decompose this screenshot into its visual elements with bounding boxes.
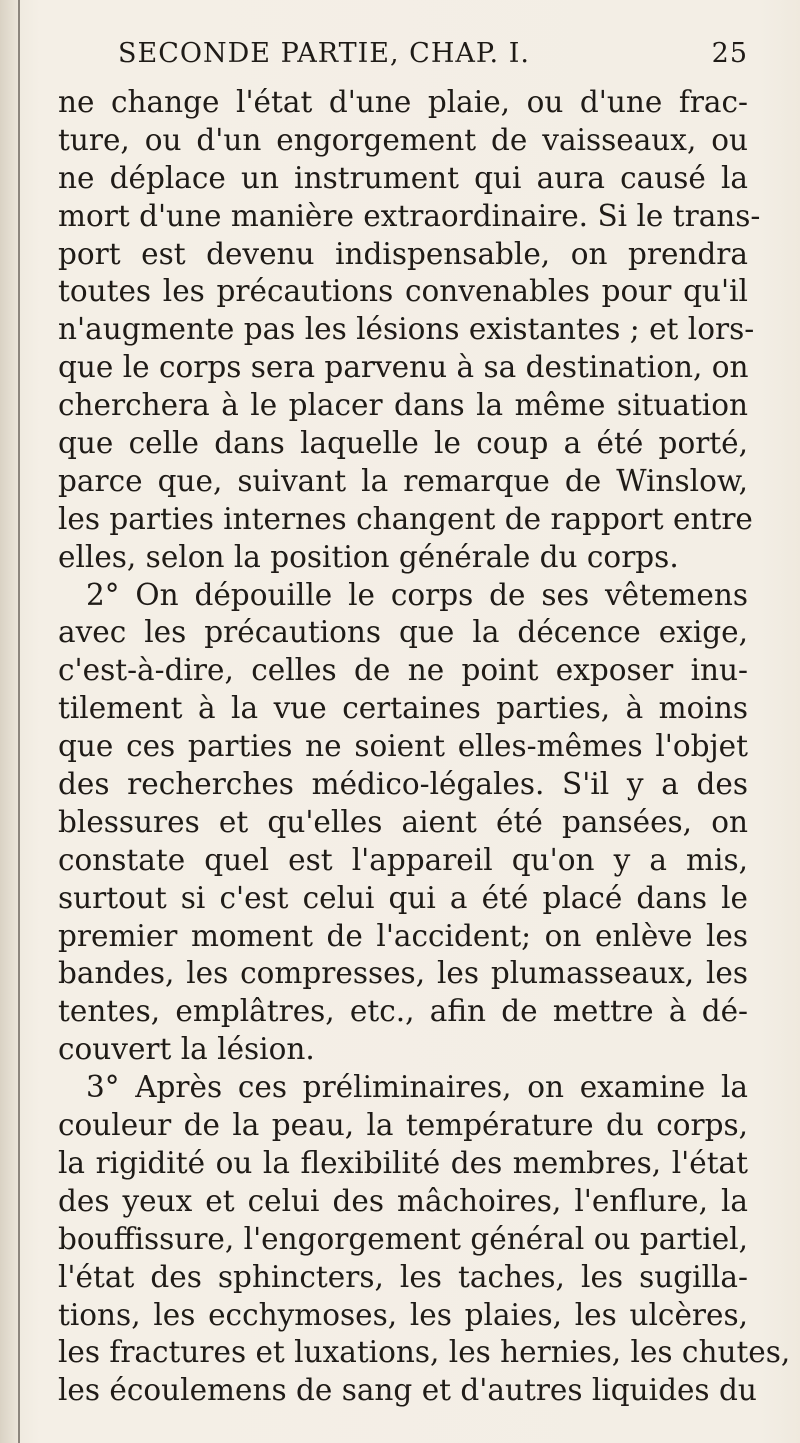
- text-line: blessures et qu'elles aient été pansées, on: [58, 804, 748, 839]
- text-line: 3° Après ces préliminaires, on examine la: [86, 1070, 748, 1105]
- text-line: 2° On dépouille le corps de ses vêtemens: [86, 577, 748, 612]
- text-line: premier moment de l'accident; on enlève les: [58, 918, 748, 953]
- text-line: les fractures et luxations, les hernies, les chutes,: [58, 1335, 791, 1370]
- body-text: [58, 84, 791, 1410]
- text-line: toutes les précautions convenables pour qu'il: [58, 274, 748, 309]
- text-line: tilement à la vue certaines parties, à moins: [58, 691, 748, 726]
- text-line: ne change l'état d'une plaie, ou d'une frac-: [58, 85, 748, 119]
- text-line: n'augmente pas les lésions existantes ; et lors-: [58, 312, 755, 347]
- page-number: 25: [711, 38, 748, 69]
- text-line: tions, les ecchymoses, les plaies, les ulcères,: [58, 1297, 748, 1332]
- running-title: SECONDE PARTIE, CHAP. I.: [118, 38, 530, 69]
- text-line: avec les précautions que la décence exige,: [58, 615, 748, 650]
- text-line: parce que, suivant la remarque de Winslow,: [58, 463, 748, 498]
- text-line: port est devenu indispensable, on prendra: [58, 236, 748, 271]
- text-line: tentes, emplâtres, etc., afin de mettre à dé-: [58, 994, 748, 1029]
- text-line: que le corps sera parvenu à sa destination, on: [58, 350, 749, 385]
- text-line: mort d'une manière extraordinaire. Si le trans-: [58, 198, 761, 233]
- text-line: constate quel est l'appareil qu'on y a mis,: [58, 842, 748, 877]
- text-line: couvert la lésion.: [58, 1032, 315, 1067]
- text-line: cherchera à le placer dans la même situation: [58, 388, 748, 423]
- text-line: que celle dans laquelle le coup a été porté,: [58, 426, 748, 461]
- text-line: l'état des sphincters, les taches, les sugilla-: [58, 1259, 748, 1294]
- text-line: la rigidité ou la flexibilité des membres, l'état: [58, 1145, 748, 1180]
- page-gutter-shadow: [0, 0, 18, 1443]
- text-line: bouffissure, l'engorgement général ou partiel,: [58, 1221, 748, 1256]
- text-line: des yeux et celui des mâchoires, l'enflure, la: [58, 1183, 748, 1218]
- page-gutter-edge: [18, 0, 20, 1443]
- text-line: surtout si c'est celui qui a été placé dans le: [58, 880, 748, 915]
- running-header: [58, 38, 748, 69]
- text-line: les écoulemens de sang et d'autres liquides du: [58, 1373, 757, 1408]
- text-line: ne déplace un instrument qui aura causé la: [58, 160, 748, 195]
- text-line: elles, selon la position générale du corps.: [58, 539, 679, 574]
- text-line: couleur de la peau, la température du corps,: [58, 1108, 748, 1143]
- text-line: c'est-à-dire, celles de ne point exposer inu-: [58, 653, 748, 688]
- text-line: bandes, les compresses, les plumasseaux, les: [58, 956, 748, 991]
- text-line: que ces parties ne soient elles-mêmes l'objet: [58, 729, 748, 764]
- text-line: des recherches médico-légales. S'il y a des: [58, 767, 748, 802]
- text-line: ture, ou d'un engorgement de vaisseaux, ou: [58, 122, 748, 157]
- text-line: les parties internes changent de rapport entre: [58, 501, 753, 536]
